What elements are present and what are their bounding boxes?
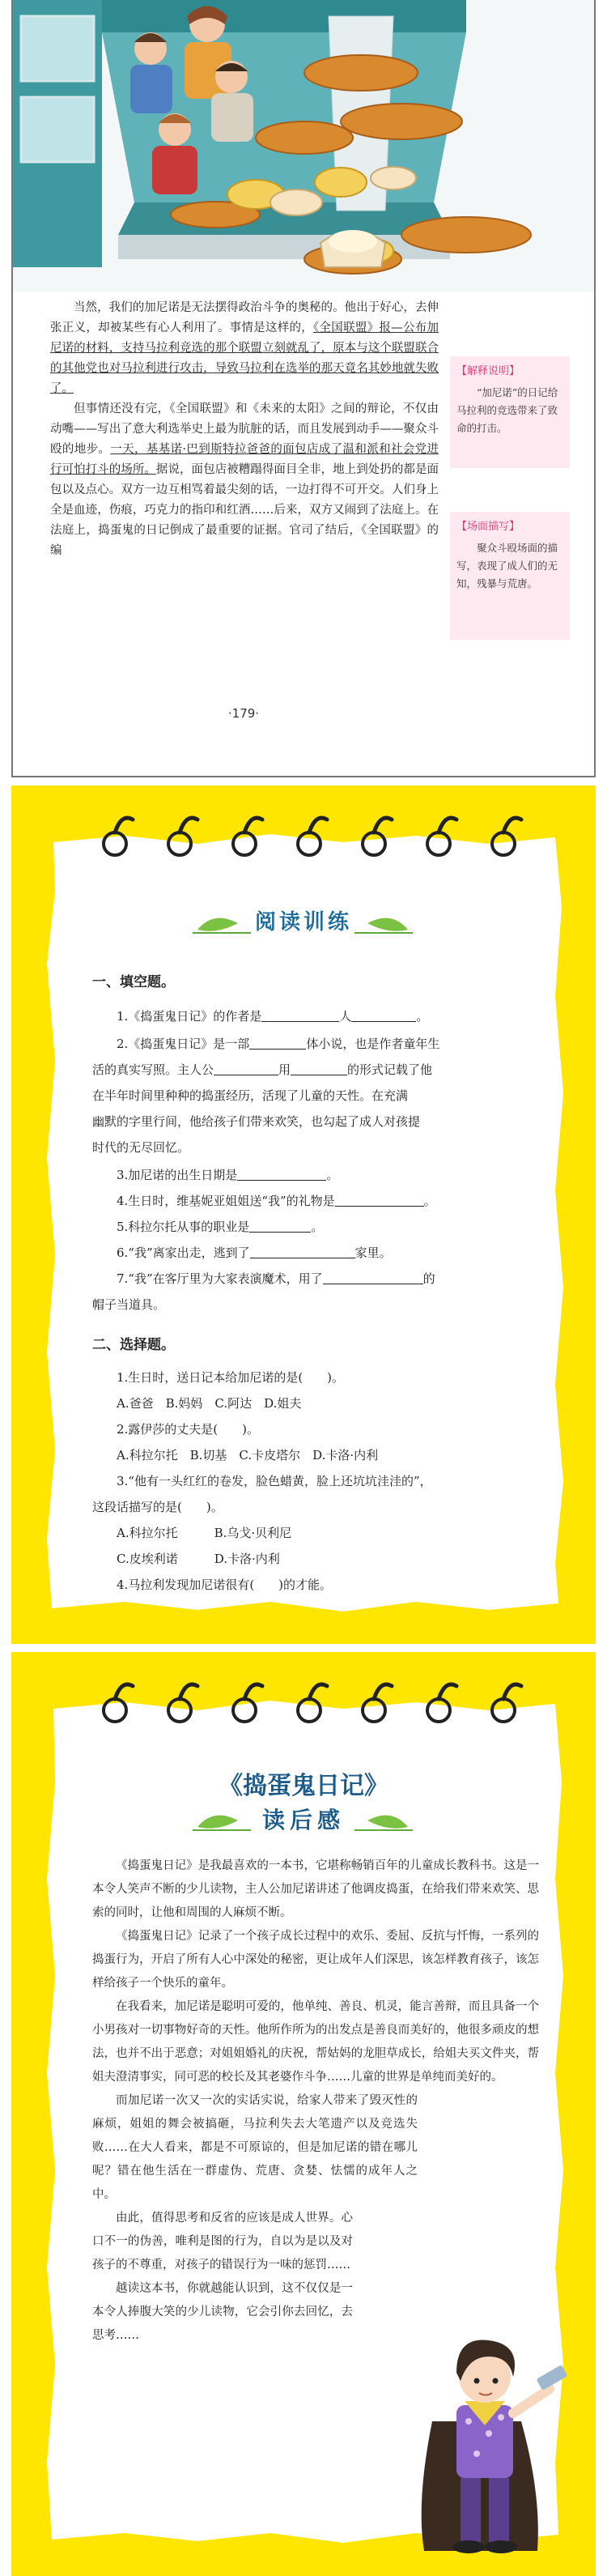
book-page [11, 0, 596, 777]
bakery-illustration [13, 0, 596, 292]
fill-q2-line5: 时代的无尽回忆。 [92, 1140, 190, 1155]
fill-q1: 1.《捣蛋鬼日记》的作者是 人 。 [117, 1004, 428, 1029]
fill-q3: 3.加尼诺的出生日期是 。 [117, 1163, 338, 1188]
binder-rings [11, 1652, 596, 1741]
fill-q7-line2: 帽子当道具。 [92, 1297, 166, 1312]
essay-paragraph: 而加尼诺一次又一次的实话实说，给家人带来了毁灭性的麻烦，姐姐的舞会被搞砸，马拉利失去大笔遗产以及竞选失败……在大人看来，都是不可原谅的，但是加尼诺的错在哪儿呢？错在他生活在一群虚伪、荒唐、贪婪、怯懦的成年人之中。 [92, 2094, 418, 2201]
note-body: 聚众斗殴场面的描写，表现了成人们的无知，残暴与荒唐。 [456, 542, 558, 590]
choice-q4: 4.马拉利发现加尼诺很有( )的才能。 [117, 1578, 333, 1592]
fill-q2-line1: 2.《捣蛋鬼日记》是一部 体小说，也是作者童年生 [117, 1032, 439, 1057]
review-essay [92, 1854, 539, 2348]
page-number: ·179· [227, 706, 260, 721]
note-scene [450, 512, 570, 640]
review-title: 读后感 [261, 1807, 345, 1833]
fill-q7-line1: 7.“我”在客厅里为大家表演魔术，用了 的 [117, 1267, 435, 1292]
essay-paragraph: 在我看来，加尼诺是聪明可爱的，他单纯、善良、机灵，能言善辩，而且具备一个小男孩对一切事物好奇的天性。他所作所为的出发点是善良而美好的，他很多顽皮的想法，也并不出于恶意；对姐姐婚礼的庆祝，帮姑妈的龙胆草成长，给姐夫买文件夹，帮姐夫澄清事实，同可恶的校长及其老婆作斗争……儿童的世界是单纯而美好的。 [92, 2000, 539, 2084]
essay-paragraph: 越读这本书，你就越能认识到，这不仅仅是一本令人捧腹大笑的少儿读物，它会引你去回忆，去思考…… [92, 2282, 353, 2342]
boy-character-illustration [400, 2300, 570, 2559]
note-tag: 【场面描写】 [456, 521, 520, 533]
reading-title: 阅读训练 [254, 910, 352, 935]
paragraph-1: 当然，我们的加尼诺是无法摆得政治斗争的奥秘的。他出于好心，去伸张正义，却被某些有心人利用了。事情是这样的，《全国联盟》报—公布加尼诺的材料，支持马拉利竞选的那个联盟立刻就乱了，原本与这个联盟联合的其他党也对马拉利进行攻击，导致马拉利在选举的那天竟名其妙地就失败了。 [50, 301, 439, 395]
choice-q1: 1.生日时，送日记本给加尼诺的是( )。 [117, 1370, 345, 1385]
essay-paragraph: 《捣蛋鬼日记》是我最喜欢的一本书，它堪称畅销百年的儿童成长教科书。这是一本令人笑声不断的少儿读物，主人公加尼诺讲述了他调皮捣蛋，在给我们带来欢笑、思索的同时，让他和周围的人麻烦不断。 [92, 1859, 539, 1919]
essay-paragraph: 《捣蛋鬼日记》记录了一个孩子成长过程中的欢乐、委屈、反抗与忏悔，一系列的捣蛋行为，开启了所有人心中深处的秘密，更让成年人们深思，该怎样教育孩子，该怎样给孩子一个快乐的童年。 [92, 1930, 539, 1990]
choice-q2: 2.露伊莎的丈夫是( )。 [117, 1422, 260, 1437]
note-tag: 【解释说明】 [456, 365, 520, 377]
paragraph-2: 但事情还没有完，《全国联盟》和《未来的太阳》之间的辩论，不仅由动嘴——写出了意大利选举史上最为肮脏的话，而且发展到动手——聚众斗殴的地步。一天，基基诺·巴到斯特拉爸爸的面包店成了温和派和社会党进行可怕打斗的场所。据说，面包店被糟蹋得面目全非，地上到处扔的都是面包以及点心。双方一边互相骂着最尖刻的话，一边打得不可开交。人们身上全是血迹，伤痕，巧克力的指印和红酒……后来，双方又闹到了法庭上。在法庭上，捣蛋鬼的日记倒成了最重要的证据。官司了结后，《全国联盟》的编 [50, 402, 439, 557]
fill-in-heading: 一、填空题。 [92, 974, 175, 990]
choice-heading: 二、选择题。 [92, 1337, 175, 1353]
binder-rings [11, 786, 596, 875]
essay-paragraph: 由此，值得思考和反省的应该是成人世界。心口不一的伪善，唯利是图的行为，自以为是以及对孩子的不尊重，对孩子的错误行为一味的惩罚…… [92, 2212, 353, 2272]
fill-q6: 6.“我”离家出走，逃到了 家里。 [117, 1241, 392, 1266]
note-explanation [450, 356, 570, 468]
fill-q2-line2: 活的真实写照。主人公 用 的形式记载了他 [92, 1058, 432, 1083]
choice-q3-options2: C.皮埃利诺 D.卡洛·内利 [117, 1552, 280, 1566]
reading-panel [11, 786, 596, 1644]
fill-q2-line4: 幽默的字里行间，他给孩子们带来欢笑，也勾起了成人对孩提 [92, 1114, 421, 1129]
choice-q3-line1: 3.“他有一头红红的卷发，脸色蜡黄，脸上还坑坑洼洼的”， [117, 1474, 432, 1488]
fill-q2-line3: 在半年时间里种种的捣蛋经历，活现了儿童的天性。在充满 [92, 1088, 409, 1103]
choice-q2-options: A.科拉尔托 B.切基 C.卡皮塔尔 D.卡洛·内利 [117, 1448, 379, 1463]
review-book-title: 《捣蛋鬼日记》 [219, 1772, 388, 1800]
book-body-text [50, 298, 439, 561]
choice-q1-options: A.爸爸 B.妈妈 C.阿达 D.姐夫 [117, 1396, 302, 1411]
choice-q3-options1: A.科拉尔托 B.乌戈·贝利尼 [117, 1526, 292, 1540]
review-panel [11, 1652, 596, 2576]
fill-q5: 5.科拉尔托从事的职业是 。 [117, 1215, 323, 1240]
fill-q4: 4.生日时，维基妮亚姐姐送“我”的礼物是 。 [117, 1189, 436, 1214]
note-body: “加尼诺”的日记给马拉利的竞选带来了致命的打击。 [456, 386, 558, 434]
choice-q3-line2: 这段话描写的是( )。 [92, 1500, 223, 1514]
